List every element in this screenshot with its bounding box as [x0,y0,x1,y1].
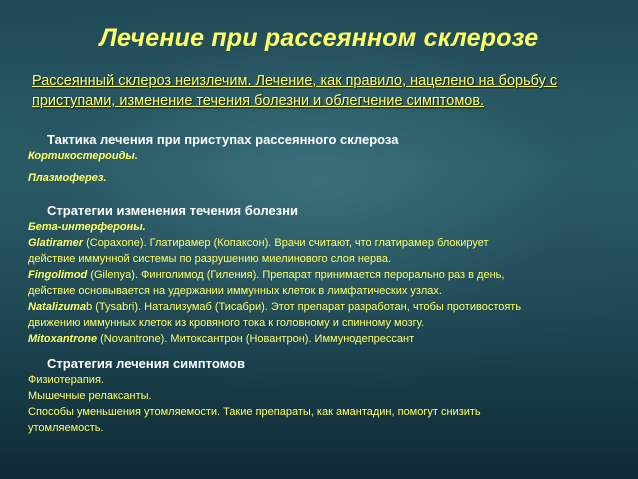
section-disease [28,203,628,347]
list-item-fingolimod [28,267,628,283]
list-item: Плазмоферез. [28,172,107,184]
list-item-natalizumab [28,299,628,315]
drug-description: b (Tysabri). Натализумаб (Тисабри). Этот препарат разработан, чтобы противостоять [86,301,522,313]
list-item-continuation: действие иммунной системы по разрушению миелинового слоя нерва. [28,253,392,265]
list-item: Способы уменьшения утомляемости. Такие препараты, как амантадин, помогут снизить [28,406,481,418]
list-item-continuation: движению иммунных клеток из кровяного тока к головному и спинному мозгу. [28,317,425,329]
drug-description: (Gilenya). Финголимод (Гиления). Препарат принимается перорально раз в день, [87,269,505,281]
drug-description: (Copaxone). Глатирамер (Копаксон). Врачи считают, что глатирамер блокирует [83,237,489,249]
section-attacks [28,132,628,186]
section-symptoms [28,356,628,436]
section-disease-heading: Стратегии изменения течения болезни [47,203,298,218]
list-item-interferons: Бета-интерфероны. [28,221,146,233]
drug-name: Natalizuma [28,301,87,313]
list-item: Мышечные релаксанты. [28,390,152,402]
drug-name: Glatiramer [28,237,84,249]
section-symptoms-heading: Стратегия лечения симптомов [47,356,245,371]
list-item: утомляемость. [28,422,104,434]
list-item: Кортикостероиды. [28,150,138,162]
list-item-glatiramer [28,235,628,251]
list-item-continuation: действие основывается на удержании иммунных клеток в лимфатических узлах. [28,285,442,297]
drug-name: Mitoxantrone [28,333,98,345]
list-item: Физиотерапия. [28,374,104,386]
intro-paragraph: Рассеянный склероз неизлечим. Лечение, как правило, нацелено на борьбу с приступами, изменение течения болезни и облегчение симптомов. [32,73,558,109]
drug-name: Fingolimod [28,269,88,281]
section-attacks-heading: Тактика лечения при приступах рассеянного склероза [47,132,399,147]
drug-description: (Novantrone). Митоксантрон (Новантрон). Иммунодепрессант [97,333,415,345]
list-item-mitoxantrone [28,331,628,347]
slide-title: Лечение при рассеянном склерозе [99,24,539,52]
